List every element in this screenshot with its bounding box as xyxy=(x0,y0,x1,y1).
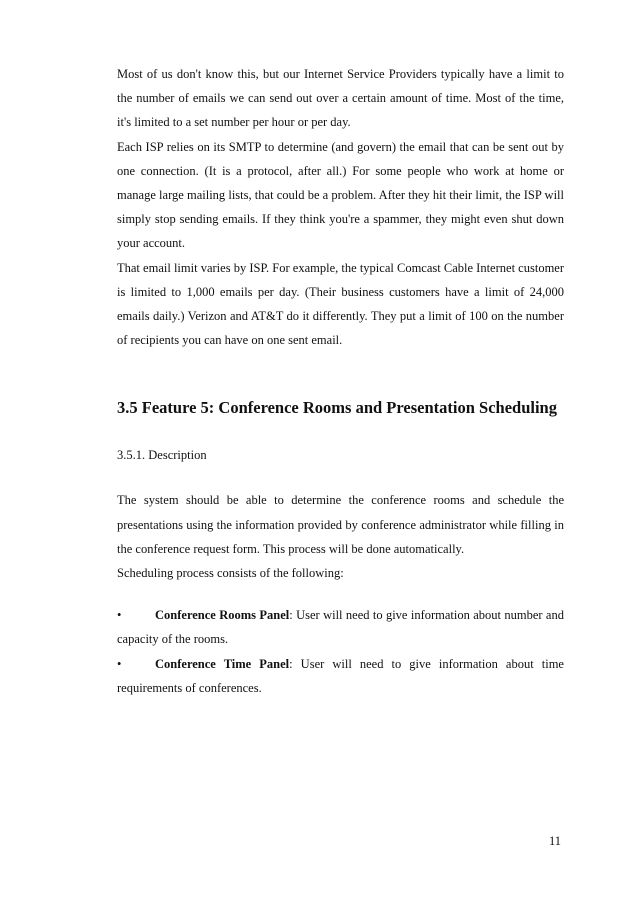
page-number: 11 xyxy=(548,834,561,848)
bullet-title: Conference Time Panel xyxy=(155,656,290,671)
paragraph-scheduling-intro: Scheduling process consists of the following: xyxy=(117,566,344,581)
bullet-text: : User will need to give information about time requirements of conferences. xyxy=(117,656,564,695)
section-heading: 3.5 Feature 5: Conference Rooms and Presentation Scheduling xyxy=(117,398,557,418)
paragraph-smtp: Each ISP relies on its SMTP to determine (and govern) the email that can be sent out by one connection. (It is a protocol, after all.) For some people who work at home or manage large mailing lists, that could be a problem. After they hit their limit, the ISP will simply stop sending emails. If they think you're a spammer, they might even shut down your account. xyxy=(117,139,564,251)
paragraph-description: The system should be able to determine the conference rooms and schedule the presentations using the information provided by conference administrator while filling in the conference request form. This process will be done automatically. xyxy=(117,493,564,556)
list-item-conference-time-panel xyxy=(117,652,564,700)
paragraph-email-limit-by-isp: That email limit varies by ISP. For example, the typical Comcast Cable Internet customer is limited to 1,000 emails per day. (Their business customers have a limit of 24,000 emails daily.) Verizon and AT&T do it differently. They put a limit of 100 on the number of recipients you can have on one sent email. xyxy=(117,260,564,348)
document-page xyxy=(117,62,564,700)
bullet-text: : User will need to give information about number and capacity of the rooms. xyxy=(117,608,564,647)
bullet-title: Conference Rooms Panel xyxy=(155,608,290,623)
bullet-icon: • xyxy=(117,656,122,671)
paragraph-isp-limits: Most of us don't know this, but our Internet Service Providers typically have a limit to the number of emails we can send out over a certain amount of time. Most of the time, it's limited to a set number per hour or per day. xyxy=(117,67,564,130)
bullet-icon: • xyxy=(117,608,122,623)
list-item-conference-rooms-panel xyxy=(117,603,564,651)
subsection-heading: 3.5.1. Description xyxy=(117,448,207,463)
